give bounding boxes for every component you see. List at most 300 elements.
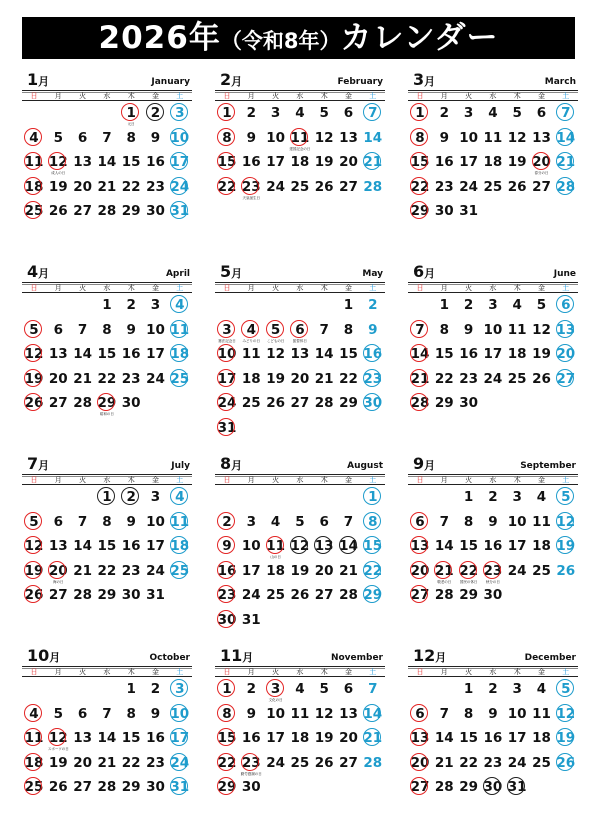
- day-cell: 6: [77, 705, 88, 722]
- day-cell: 7: [77, 321, 88, 338]
- weekday-label: 水: [103, 476, 111, 484]
- day-cell: 15: [361, 537, 385, 556]
- month-5: [215, 262, 385, 452]
- day-cell: 4: [295, 105, 305, 121]
- day-cell: 3: [264, 680, 288, 699]
- day-cell: 23: [481, 562, 505, 581]
- day-cell: 28: [554, 178, 578, 197]
- day-cell: 29: [339, 395, 358, 412]
- day-cell: 17: [266, 154, 285, 171]
- day-cell: 31: [459, 203, 478, 220]
- day-cell: 5: [264, 321, 288, 340]
- day-cell: 2: [488, 489, 498, 505]
- day-cell: 10: [266, 705, 285, 722]
- day-cell: 12: [22, 537, 46, 556]
- day-cell: 8: [102, 321, 112, 338]
- day-cell: 26: [532, 370, 551, 387]
- day-cell: 12: [288, 537, 312, 556]
- day-cell: 24: [146, 370, 165, 387]
- day-cell: 27: [73, 779, 92, 796]
- day-cell: 27: [554, 370, 578, 389]
- day-cell: 13: [48, 538, 68, 555]
- day-cell: 3: [246, 513, 256, 530]
- month-header: [215, 454, 385, 476]
- day-cell: 15: [121, 730, 141, 747]
- month-9: [408, 454, 578, 644]
- day-cell: 24: [215, 394, 239, 413]
- month-kanji: 月: [435, 651, 447, 664]
- weekday-label: 土: [176, 284, 184, 292]
- weekday-label: 木: [513, 476, 521, 484]
- day-cell: 10: [146, 513, 165, 530]
- day-cell: 18: [22, 178, 46, 197]
- weekday-label: 火: [272, 476, 280, 484]
- day-cell: 17: [241, 562, 261, 579]
- day-cell: 18: [290, 730, 310, 747]
- weekday-label: 日: [30, 92, 38, 100]
- holiday-label: 天皇誕生日: [242, 195, 261, 200]
- weekday-label: 金: [152, 476, 159, 484]
- day-cell: 14: [363, 129, 383, 146]
- month-number-value: 6: [413, 262, 425, 281]
- month-english-name: November: [330, 653, 383, 663]
- day-cell: 14: [97, 154, 117, 171]
- day-cell: 28: [408, 394, 432, 413]
- day-cell: 6: [408, 513, 432, 532]
- day-cell: 6: [536, 105, 547, 121]
- weekday-label: 金: [345, 668, 352, 676]
- month-number-value: 8: [220, 454, 232, 473]
- weekday-label: 水: [103, 284, 111, 292]
- day-cell: 19: [314, 730, 334, 747]
- day-cell: 1: [343, 297, 354, 313]
- day-cell: 28: [363, 754, 383, 771]
- weekday-label: 火: [465, 92, 473, 100]
- month-number-value: 4: [27, 262, 39, 281]
- day-cell: 25: [290, 754, 310, 771]
- day-cell: 18: [532, 538, 551, 555]
- day-cell: 4: [536, 681, 547, 697]
- day-cell: 19: [314, 154, 334, 171]
- day-cell: 30: [215, 611, 239, 630]
- title-calendar: カレンダー: [340, 20, 499, 56]
- day-cell: 11: [532, 705, 551, 722]
- weekday-label: 火: [272, 92, 280, 100]
- day-cell: 26: [22, 586, 46, 605]
- day-cell: 7: [343, 513, 354, 530]
- day-cell: 23: [459, 370, 478, 387]
- day-cell: 19: [22, 370, 46, 389]
- weekday-label: 月: [54, 92, 62, 100]
- day-cell: 14: [434, 730, 454, 747]
- day-cell: 14: [434, 538, 454, 555]
- day-cell: 25: [483, 178, 503, 195]
- day-cell: 7: [102, 129, 112, 146]
- day-cell: 22: [215, 754, 239, 773]
- month-kanji: 月: [424, 459, 436, 472]
- weekday-label: 木: [320, 668, 328, 676]
- holiday-label: こどもの日: [266, 338, 285, 343]
- month-number: [220, 646, 253, 665]
- day-cell: 29: [95, 394, 119, 413]
- weekday-label: 土: [369, 668, 377, 676]
- weekday-label: 火: [79, 476, 87, 484]
- month-number: [220, 70, 242, 89]
- day-cell: 25: [266, 587, 285, 604]
- holiday-label: 敬老の日: [437, 579, 452, 584]
- weekday-label: 月: [54, 476, 62, 484]
- weekday-label: 木: [127, 92, 135, 100]
- day-cell: 26: [22, 394, 46, 413]
- weekday-label: 金: [538, 92, 545, 100]
- day-cell: 17: [507, 538, 527, 555]
- day-cell: 31: [168, 202, 192, 221]
- day-cell: 17: [266, 730, 285, 747]
- weekday-label: 火: [79, 284, 87, 292]
- day-cell: 4: [295, 681, 305, 697]
- month-number-value: 5: [220, 262, 232, 281]
- month-english-name: August: [347, 461, 383, 471]
- weekday-label: 木: [320, 476, 328, 484]
- day-cell: 4: [22, 129, 46, 148]
- month-kanji: 月: [38, 267, 50, 280]
- weekday-label: 火: [465, 476, 473, 484]
- day-cell: 5: [295, 513, 305, 530]
- holiday-label: 春分の日: [534, 171, 549, 176]
- weekday-label: 土: [369, 476, 377, 484]
- day-cell: 10: [483, 321, 503, 338]
- month-6: [408, 262, 578, 452]
- day-cell: 26: [556, 562, 576, 579]
- weekday-label: 月: [54, 668, 62, 676]
- day-cell: 7: [439, 705, 449, 722]
- weekday-label: 月: [440, 476, 448, 484]
- weekday-label: 火: [79, 668, 87, 676]
- day-cell: 16: [121, 346, 141, 363]
- day-cell: 10: [459, 129, 478, 146]
- day-cell: 23: [483, 754, 503, 771]
- day-cell: 7: [361, 104, 385, 123]
- day-cell: 19: [48, 178, 68, 195]
- day-cell: 21: [361, 153, 385, 172]
- weekday-label: 金: [152, 668, 159, 676]
- day-cell: 26: [48, 203, 68, 220]
- weekday-label: 火: [465, 284, 473, 292]
- day-cell: 10: [168, 129, 192, 148]
- day-cell: 31: [168, 778, 192, 797]
- month-8: [215, 454, 385, 644]
- day-cell: 21: [314, 370, 334, 387]
- month-number: [413, 70, 435, 89]
- day-cell: 7: [408, 321, 432, 340]
- holiday-label: 憲法記念日: [218, 338, 236, 343]
- weekday-label: 月: [440, 668, 448, 676]
- day-cell: 9: [150, 705, 161, 722]
- month-header: [22, 454, 192, 476]
- day-cell: 11: [532, 513, 551, 530]
- day-cell: 15: [339, 346, 358, 363]
- day-cell: 15: [459, 538, 478, 555]
- day-cell: 1: [215, 680, 239, 699]
- day-cell: 4: [22, 705, 46, 724]
- day-cell: 20: [48, 370, 68, 387]
- day-cell: 25: [241, 395, 261, 412]
- day-cell: 1: [463, 681, 474, 697]
- month-kanji: 月: [231, 75, 243, 88]
- weekday-label: 土: [562, 476, 570, 484]
- month-1: [22, 70, 192, 260]
- month-english-name: February: [337, 77, 383, 87]
- day-cell: 27: [339, 754, 358, 771]
- day-cell: 19: [507, 154, 527, 171]
- weekday-label: 日: [30, 284, 38, 292]
- day-cell: 22: [434, 370, 454, 387]
- day-cell: 16: [459, 346, 478, 363]
- day-cell: 25: [168, 562, 192, 581]
- day-cell: 22: [121, 754, 141, 771]
- day-cell: 26: [314, 754, 334, 771]
- day-cell: 29: [408, 202, 432, 221]
- weekday-label: 日: [30, 476, 38, 484]
- weekday-label: 水: [103, 668, 111, 676]
- month-kanji: 月: [424, 75, 436, 88]
- weekday-label: 水: [103, 92, 111, 100]
- holiday-label: 海の日: [53, 579, 64, 584]
- day-cell: 6: [554, 296, 578, 315]
- month-number: [220, 262, 242, 281]
- day-cell: 29: [121, 779, 141, 796]
- day-cell: 28: [434, 587, 454, 604]
- day-cell: 26: [48, 779, 68, 796]
- day-cell: 17: [146, 538, 165, 555]
- day-cell: 20: [314, 562, 334, 579]
- day-cell: 17: [507, 730, 527, 747]
- month-7: [22, 454, 192, 644]
- day-cell: 22: [457, 562, 481, 581]
- day-cell: 13: [554, 321, 578, 340]
- day-cell: 11: [507, 321, 527, 338]
- month-number-value: 9: [413, 454, 425, 473]
- day-cell: 24: [266, 754, 285, 771]
- day-cell: 9: [126, 321, 136, 338]
- day-cell: 3: [270, 105, 281, 121]
- holiday-label: 勤労感謝の日: [240, 771, 262, 776]
- day-cell: 5: [512, 105, 522, 121]
- day-cell: 18: [507, 346, 527, 363]
- holiday-label: 昭和の日: [99, 412, 114, 417]
- day-cell: 8: [126, 129, 136, 146]
- day-cell: 20: [554, 345, 578, 364]
- day-cell: 23: [121, 370, 141, 387]
- day-cell: 23: [434, 178, 454, 195]
- day-cell: 30: [483, 587, 503, 604]
- day-cell: 29: [97, 587, 117, 604]
- day-cell: 20: [408, 754, 432, 773]
- month-12: [408, 646, 578, 836]
- day-cell: 19: [554, 537, 578, 556]
- day-cell: 11: [483, 129, 503, 146]
- day-cell: 21: [432, 562, 456, 581]
- day-cell: 9: [439, 129, 449, 146]
- weekday-label: 土: [562, 92, 570, 100]
- day-cell: 15: [434, 346, 454, 363]
- day-cell: 11: [288, 129, 312, 148]
- day-cell: 16: [241, 730, 261, 747]
- calendar-title: [22, 17, 575, 59]
- day-cell: 5: [554, 488, 578, 507]
- day-cell: 4: [488, 105, 498, 121]
- day-cell: 1: [102, 297, 112, 313]
- day-cell: 9: [463, 321, 474, 338]
- day-cell: 24: [459, 178, 478, 195]
- day-cell: 1: [215, 104, 239, 123]
- day-cell: 28: [73, 395, 92, 412]
- day-cell: 16: [146, 730, 165, 747]
- holiday-label: 成人の日: [51, 171, 66, 176]
- day-cell: 8: [126, 705, 136, 722]
- day-cell: 14: [361, 705, 385, 724]
- day-cell: 15: [97, 346, 117, 363]
- month-number: [27, 70, 49, 89]
- day-cell: 11: [168, 513, 192, 532]
- weekday-label: 月: [440, 92, 448, 100]
- day-cell: 15: [215, 729, 239, 748]
- day-cell: 13: [339, 129, 358, 146]
- month-kanji: 月: [38, 75, 50, 88]
- day-cell: 16: [483, 538, 503, 555]
- day-cell: 8: [102, 513, 112, 530]
- day-cell: 5: [22, 513, 46, 532]
- day-cell: 26: [554, 754, 578, 773]
- day-cell: 3: [168, 104, 192, 123]
- day-cell: 2: [246, 105, 256, 121]
- day-cell: 6: [288, 321, 312, 340]
- day-cell: 2: [368, 297, 378, 313]
- day-cell: 24: [507, 562, 527, 579]
- day-cell: 22: [215, 178, 239, 197]
- day-cell: 20: [339, 730, 358, 747]
- day-cell: 22: [361, 562, 385, 581]
- day-cell: 17: [459, 154, 478, 171]
- day-cell: 25: [532, 754, 551, 771]
- day-cell: 19: [554, 729, 578, 748]
- day-cell: 17: [146, 346, 165, 363]
- day-cell: 21: [73, 562, 92, 579]
- day-cell: 9: [215, 537, 239, 556]
- day-cell: 18: [22, 754, 46, 773]
- day-cell: 24: [241, 587, 261, 604]
- weekday-label: 木: [320, 92, 328, 100]
- weekday-label: 土: [176, 668, 184, 676]
- day-cell: 2: [126, 297, 136, 313]
- day-cell: 7: [439, 513, 449, 530]
- day-cell: 10: [507, 513, 527, 530]
- day-cell: 30: [241, 779, 261, 796]
- day-cell: 27: [48, 587, 68, 604]
- day-cell: 7: [102, 705, 112, 722]
- month-number-value: 1: [27, 70, 39, 89]
- weekday-label: 月: [247, 92, 255, 100]
- weekday-label: 火: [272, 284, 280, 292]
- holiday-label: 秋分の日: [485, 579, 500, 584]
- day-cell: 28: [73, 587, 92, 604]
- month-number-value: 11: [220, 646, 243, 665]
- month-header: [408, 454, 578, 476]
- month-english-name: April: [165, 269, 190, 279]
- day-cell: 24: [507, 754, 527, 771]
- day-cell: 1: [361, 488, 385, 507]
- weekday-label: 日: [223, 284, 231, 292]
- day-cell: 11: [22, 729, 46, 748]
- day-cell: 18: [483, 154, 503, 171]
- weekday-label: 日: [416, 92, 424, 100]
- day-cell: 8: [215, 705, 239, 724]
- day-cell: 7: [368, 681, 378, 697]
- day-cell: 1: [119, 104, 143, 123]
- day-cell: 30: [146, 203, 165, 220]
- day-cell: 18: [290, 154, 310, 171]
- day-cell: 5: [554, 680, 578, 699]
- day-cell: 9: [246, 129, 256, 146]
- day-cell: 1: [408, 104, 432, 123]
- day-cell: 24: [168, 754, 192, 773]
- day-cell: 3: [512, 489, 522, 505]
- day-cell: 27: [73, 203, 92, 220]
- day-cell: 13: [339, 705, 358, 722]
- holiday-label: 文化の日: [268, 698, 283, 702]
- month-header: [22, 646, 192, 668]
- month-kanji: 月: [424, 267, 436, 280]
- day-cell: 27: [532, 178, 551, 195]
- day-cell: 1: [126, 681, 136, 697]
- day-cell: 20: [339, 154, 358, 171]
- day-cell: 14: [554, 129, 578, 148]
- month-kanji: 月: [231, 267, 243, 280]
- weekday-label: 水: [489, 284, 497, 292]
- day-cell: 13: [312, 537, 336, 556]
- title-era: （令和8年）: [220, 29, 341, 53]
- day-cell: 3: [512, 681, 522, 697]
- day-cell: 5: [536, 297, 547, 313]
- day-cell: 28: [97, 779, 117, 796]
- day-cell: 11: [22, 153, 46, 172]
- weekday-label: 土: [369, 92, 377, 100]
- month-number: [413, 454, 435, 473]
- day-cell: 10: [507, 705, 527, 722]
- month-11: [215, 646, 385, 836]
- day-cell: 3: [463, 105, 474, 121]
- day-cell: 29: [121, 203, 141, 220]
- day-cell: 14: [73, 538, 92, 555]
- day-cell: 30: [481, 778, 505, 797]
- day-cell: 25: [22, 778, 46, 797]
- month-kanji: 月: [49, 651, 61, 664]
- day-cell: 17: [483, 346, 503, 363]
- day-cell: 21: [339, 562, 358, 579]
- day-cell: 25: [22, 202, 46, 221]
- day-cell: 28: [339, 587, 358, 604]
- day-cell: 8: [439, 321, 449, 338]
- day-cell: 9: [488, 513, 498, 530]
- day-cell: 1: [95, 488, 119, 507]
- weekday-label: 木: [127, 284, 135, 292]
- month-kanji: 月: [242, 651, 254, 664]
- day-cell: 30: [361, 394, 385, 413]
- day-cell: 9: [368, 321, 378, 338]
- day-cell: 15: [121, 154, 141, 171]
- day-cell: 24: [483, 370, 503, 387]
- day-cell: 5: [319, 105, 329, 121]
